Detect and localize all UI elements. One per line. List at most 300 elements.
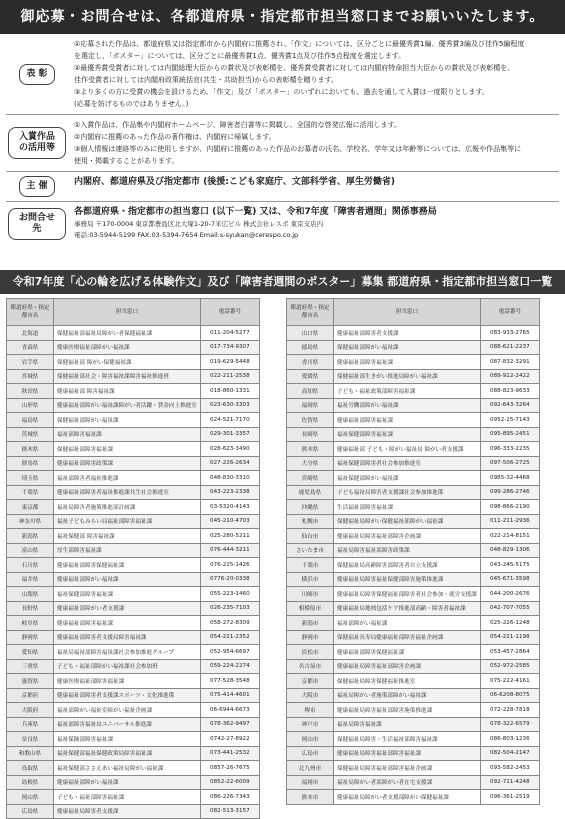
tel-cell: 078-322-6579	[480, 717, 539, 732]
contact-address: 事務局 〒170-0004 東京都豊島区北大塚1-20-7米広ビル 株式会社レスポ 東京支店内	[74, 220, 324, 228]
tel-cell: 03-5320-4143	[200, 500, 259, 515]
dept-cell: 保健福祉部障がい福祉課	[54, 413, 201, 428]
usage-line: 使用・掲載することがあります。	[74, 157, 179, 165]
dept-cell: 健康福祉局障がい者支援部障がい保健福祉課	[334, 790, 481, 805]
table-row	[7, 775, 260, 790]
dept-cell: 健康福祉部障害保健福祉課	[54, 558, 201, 573]
pref-cell: 静岡市	[287, 630, 334, 645]
tel-cell: 089-912-2422	[480, 369, 539, 384]
dept-cell: 子ども・福祉部障がい福祉課社会参加班	[54, 659, 201, 674]
col-tel-header: 電話番号	[200, 299, 259, 326]
award-label: 表 彰	[19, 64, 54, 85]
award-line: 佳作受賞者に対しては内閣府政策統括官(共生・共助担当)からの表彰楯を贈ります。	[74, 76, 338, 84]
pref-cell: 広島市	[287, 746, 334, 761]
table-row	[7, 732, 260, 747]
table-row	[287, 601, 540, 616]
pref-cell: 千葉市	[287, 558, 334, 573]
pref-cell: 岐阜県	[7, 616, 54, 631]
tel-cell: 058-272-8309	[200, 616, 259, 631]
pref-cell: 札幌市	[287, 514, 334, 529]
usage-line: ①入賞作品は、作品集や内閣府ホームページ、障害者白書等に掲載し、全国的な啓発広報に活用します。	[74, 121, 402, 129]
pref-cell: 兵庫県	[7, 717, 54, 732]
pref-cell: 福岡県	[287, 398, 334, 413]
pref-cell: 佐賀県	[287, 413, 334, 428]
pref-cell: 和歌山県	[7, 746, 54, 761]
table-row	[7, 500, 260, 515]
pref-cell: 三重県	[7, 659, 54, 674]
dept-cell: 福祉保健部ささえあい福祉局障がい福祉課	[54, 761, 201, 776]
tel-cell: 026-235-7103	[200, 601, 259, 616]
tel-cell: 098-866-2190	[480, 500, 539, 515]
table-row	[287, 645, 540, 660]
table-row	[7, 572, 260, 587]
dept-cell: 子ども・福祉部障害福祉課	[54, 790, 201, 805]
pref-cell: 熊本市	[287, 790, 334, 805]
table-row	[7, 630, 260, 645]
table-row	[287, 746, 540, 761]
dept-cell: 福祉労働部障がい福祉課	[334, 398, 481, 413]
tel-cell: 023-630-3303	[200, 398, 259, 413]
tel-cell: 052-972-2585	[480, 659, 539, 674]
dept-cell: 健康福祉局障害福祉部障害福祉課	[334, 746, 481, 761]
pref-cell: 愛知県	[7, 645, 54, 660]
tel-cell: 082-504-2147	[480, 746, 539, 761]
tel-cell: 0985-32-4468	[480, 471, 539, 486]
table-row	[7, 601, 260, 616]
pref-cell: 長野県	[7, 601, 54, 616]
dept-cell: 健康福祉局地域包括ケア推進部高齢・障害者福祉課	[334, 601, 481, 616]
pref-cell: 神奈川県	[7, 514, 54, 529]
tel-cell: 043-245-5175	[480, 558, 539, 573]
award-line: (応募を妨げるものではありません。)	[74, 100, 189, 108]
tel-cell: 054-221-2352	[200, 630, 259, 645]
dept-cell: 福祉部障がい福祉室障がい福祉企画課	[54, 703, 201, 718]
usage-label: 入賞作品の活用等	[8, 127, 66, 159]
dept-cell: 保健福祉部障がい福祉課	[334, 340, 481, 355]
tel-cell: 088-823-9633	[480, 384, 539, 399]
dept-cell: 健康福祉部障害者支援局障害福祉課	[54, 630, 201, 645]
dept-cell: 子ども・福祉政策部障害福祉課	[334, 384, 481, 399]
dept-cell: 健康福祉局障害保健福祉部障害者社会参加・就労支援課	[334, 587, 481, 602]
table-row	[287, 340, 540, 355]
table-row	[7, 717, 260, 732]
dept-cell: 福祉局障害者施策推進部計画課	[54, 500, 201, 515]
pref-cell: 長崎県	[287, 427, 334, 442]
dept-cell: 保健福祉局障害保健福祉推進室	[334, 674, 481, 689]
tel-cell: 096-333-2235	[480, 442, 539, 457]
pref-cell: 福島県	[7, 413, 54, 428]
pref-cell: 堺市	[287, 703, 334, 718]
award-row	[6, 34, 559, 115]
contact-table-left	[6, 298, 260, 819]
table-row	[287, 790, 540, 805]
dept-cell: 健康福祉局障害福祉部障害企画課	[334, 529, 481, 544]
table-row	[7, 485, 260, 500]
table-row	[7, 645, 260, 660]
tel-cell: 082-513-3157	[200, 804, 259, 819]
pref-cell: 奈良県	[7, 732, 54, 747]
tel-cell: 022-211-2538	[200, 369, 259, 384]
pref-cell: 京都市	[287, 674, 334, 689]
tel-cell: 096-361-2519	[480, 790, 539, 805]
pref-cell: 栃木県	[7, 442, 54, 457]
tel-cell: 078-362-9497	[200, 717, 259, 732]
tel-cell: 0857-26-7675	[200, 761, 259, 776]
tel-cell: 043-223-2338	[200, 485, 259, 500]
award-line: ②最優秀賞受賞者に対しては内閣総理大臣からの賞状及び表彰楯を、優秀賞受賞者に対しては内閣府特命担当大臣からの賞状及び表彰楯を、	[74, 64, 515, 72]
tel-cell: 093-582-2453	[480, 761, 539, 776]
dept-cell: 福祉保健部障害者社会参加推進室	[334, 456, 481, 471]
dept-cell: 健康福祉部障がい福祉課	[54, 572, 201, 587]
usage-line: ③個人情報は連絡等のみに使用しますが、内閣府に推薦のあった作品のお募者の氏名、学校名、学年又は年齢等については、広報や作品集等に	[74, 145, 522, 153]
tel-cell: 018-860-1331	[200, 384, 259, 399]
usage-row	[6, 115, 559, 172]
table-row	[287, 369, 540, 384]
tel-cell: 011-204-5277	[200, 326, 259, 341]
dept-cell: 健康福祉局障害者支援課	[54, 804, 201, 819]
tel-cell: 097-506-2725	[480, 456, 539, 471]
dept-cell: 厚生部障害福祉課	[54, 543, 201, 558]
tel-cell: 048-829-1306	[480, 543, 539, 558]
pref-cell: 仙台市	[287, 529, 334, 544]
tel-cell: 059-224-2274	[200, 659, 259, 674]
dept-cell: 健康医療福祉部障害福祉課	[54, 674, 201, 689]
pref-cell: 名古屋市	[287, 659, 334, 674]
dept-cell: 福祉部障がい福祉課	[334, 616, 481, 631]
tel-cell: 075-222-4161	[480, 674, 539, 689]
dept-cell: 福祉局障害福祉部障害政策課	[334, 543, 481, 558]
pref-cell: 香川県	[287, 355, 334, 370]
pref-cell: 愛媛県	[287, 369, 334, 384]
col-pref-header: 都道府県・指定都市名	[287, 299, 334, 326]
table-title: 令和7年度「心の輪を広げる体験作文」及び「障害者週間のポスター」募集 都道府県・指定都市担当窓口一覧	[0, 270, 565, 294]
table-row	[7, 746, 260, 761]
pref-cell: 茨城県	[7, 427, 54, 442]
dept-cell: 保健福祉局障がい保健福祉部障がい福祉課	[334, 514, 481, 529]
dept-cell: 子ども福祉局障害者支援課社会参加推進係	[334, 485, 481, 500]
table-row	[287, 775, 540, 790]
table-row	[7, 529, 260, 544]
pref-cell: 新潟市	[287, 616, 334, 631]
table-row	[287, 616, 540, 631]
left-table-wrap	[6, 298, 260, 819]
tel-cell: 055-223-1460	[200, 587, 259, 602]
tel-cell: 017-734-9307	[200, 340, 259, 355]
pref-cell: 鳥取県	[7, 761, 54, 776]
dept-cell: 健康福祉局障害福祉部障害施策推進課	[334, 703, 481, 718]
dept-cell: 健康福祉局障害福祉保健部障害施策推進課	[334, 572, 481, 587]
pref-cell: 相模原市	[287, 601, 334, 616]
pref-cell: 浜松市	[287, 645, 334, 660]
pref-cell: 京都府	[7, 688, 54, 703]
table-row	[287, 500, 540, 515]
page-header: 御応募・お問合せは、各都道府県・指定都市担当窓口までお願いいたします。	[0, 0, 565, 34]
tel-cell: 019-629-5448	[200, 355, 259, 370]
tel-cell: 087-832-3291	[480, 355, 539, 370]
pref-cell: 東京都	[7, 500, 54, 515]
table-row	[7, 616, 260, 631]
table-row	[287, 630, 540, 645]
pref-cell: 大分県	[287, 456, 334, 471]
award-line: を選定し、「ポスター」については、区分ごとに最優秀賞1点、優秀賞1点及び佳作5点程度を選定します。	[74, 52, 406, 60]
dept-cell: 健康福祉部 子ども・障がい福祉局 障がい者支援課	[334, 442, 481, 457]
tel-cell: 095-895-2451	[480, 427, 539, 442]
table-row	[287, 326, 540, 341]
pref-cell: 鹿児島県	[287, 485, 334, 500]
dept-cell: 健康福祉部障害福祉課	[334, 413, 481, 428]
pref-cell: 群馬県	[7, 456, 54, 471]
dept-cell: 保健福祉局障害・生活福祉部障害福祉課	[334, 732, 481, 747]
pref-cell: 秋田県	[7, 384, 54, 399]
dept-cell: 保健福祉局高齢障害部障害者自立支援課	[334, 558, 481, 573]
pref-cell: 新潟県	[7, 529, 54, 544]
table-row	[287, 413, 540, 428]
table-row	[287, 674, 540, 689]
pref-cell: 岡山県	[7, 790, 54, 805]
table-row	[7, 790, 260, 805]
table-row	[287, 427, 540, 442]
tel-cell: 024-521-7170	[200, 413, 259, 428]
contact-phone-email: 電話:03-5944-5199 FAX:03-5394-7654 Email:s-syukan@cerespo.co.jp	[74, 231, 299, 239]
tel-cell: 076-444-3211	[200, 543, 259, 558]
info-section	[6, 34, 559, 245]
tel-cell: 076-225-1426	[200, 558, 259, 573]
table-row	[287, 456, 540, 471]
tel-cell: 0776-20-0338	[200, 572, 259, 587]
col-tel-header: 電話番号	[480, 299, 539, 326]
tel-cell: 06-6208-8075	[480, 688, 539, 703]
pref-cell: 岡山市	[287, 732, 334, 747]
table-row	[7, 326, 260, 341]
table-row	[7, 427, 260, 442]
tel-cell: 027-226-2634	[200, 456, 259, 471]
dept-cell: 保健福祉部福祉局障がい者保健福祉課	[54, 326, 201, 341]
dept-cell: 福祉保健部福祉保健政策局障害福祉課	[54, 746, 201, 761]
tel-cell: 028-623-3490	[200, 442, 259, 457]
dept-cell: 福祉保険部障害福祉課	[54, 732, 201, 747]
dept-cell: 保健福祉部生きがい推進局障がい福祉課	[334, 369, 481, 384]
tel-cell: 0742-27-8922	[200, 732, 259, 747]
pref-cell: 福岡市	[287, 775, 334, 790]
table-row	[7, 456, 260, 471]
pref-cell: 福井県	[7, 572, 54, 587]
tel-cell: 088-621-2237	[480, 340, 539, 355]
table-row	[287, 572, 540, 587]
table-row	[287, 717, 540, 732]
table-row	[7, 558, 260, 573]
table-row	[7, 688, 260, 703]
table-row	[287, 688, 540, 703]
tel-cell: 045-671-3598	[480, 572, 539, 587]
pref-cell: 青森県	[7, 340, 54, 355]
col-dept-header: 担当窓口	[54, 299, 201, 326]
dept-cell: 健康福祉部障害者支援課スポーツ・文化推進係	[54, 688, 201, 703]
table-row	[287, 529, 540, 544]
dept-cell: 福祉部障害者福祉推進課	[54, 471, 201, 486]
dept-cell: 保健福祉部社会・障害福祉課障害福祉推進班	[54, 369, 201, 384]
sponsor-text: 内閣府、都道府県及び指定都市 (後援:こども家庭庁、文部科学省、厚生労働省)	[74, 177, 395, 187]
table-row	[7, 384, 260, 399]
table-row	[7, 703, 260, 718]
pref-cell: 神戸市	[287, 717, 334, 732]
pref-cell: 宮城県	[7, 369, 54, 384]
dept-cell: 健康福祉部障がい者支援課	[54, 601, 201, 616]
dept-cell: 福祉局障がい者施策部障がい福祉課	[334, 688, 481, 703]
table-row	[7, 514, 260, 529]
pref-cell: 沖縄県	[287, 500, 334, 515]
contact-row	[6, 202, 559, 245]
dept-cell: 福祉部障害福祉局ユニバーサル推進課	[54, 717, 201, 732]
table-row	[287, 732, 540, 747]
pref-cell: 熊本県	[287, 442, 334, 457]
pref-cell: 山形県	[7, 398, 54, 413]
dept-cell: 保健福祉部 障がい保健福祉課	[54, 355, 201, 370]
tel-cell: 086-803-1236	[480, 732, 539, 747]
tel-cell: 053-457-2864	[480, 645, 539, 660]
tel-cell: 029-301-3357	[200, 427, 259, 442]
table-row	[7, 659, 260, 674]
tel-cell: 092-711-4248	[480, 775, 539, 790]
table-row	[7, 804, 260, 819]
table-row	[7, 674, 260, 689]
sponsor-row	[6, 172, 559, 202]
dept-cell: 保健福祉部障害福祉課	[54, 442, 201, 457]
dept-cell: 生活福祉部障害福祉課	[334, 500, 481, 515]
dept-cell: 健康福祉部障害者支援課	[334, 326, 481, 341]
pref-cell: さいたま市	[287, 543, 334, 558]
tel-cell: 044-200-2676	[480, 587, 539, 602]
pref-cell: 横浜市	[287, 572, 334, 587]
table-row	[287, 485, 540, 500]
dept-cell: 保健福祉局障害福祉部障害福祉企画課	[334, 761, 481, 776]
pref-cell: 富山県	[7, 543, 54, 558]
dept-cell: 福祉保健部 障害福祉課	[54, 529, 201, 544]
pref-cell: 大阪市	[287, 688, 334, 703]
dept-cell: 健康福祉部障害者福祉推進課共生社会推進室	[54, 485, 201, 500]
table-row	[7, 340, 260, 355]
usage-line: ②内閣府に推薦のあった作品の著作権は、内閣府に帰属します。	[74, 133, 276, 141]
pref-cell: 北九州市	[287, 761, 334, 776]
dept-cell: 健康福祉部障害政策課	[54, 456, 201, 471]
col-pref-header: 都道府県・指定都市名	[7, 299, 54, 326]
table-row	[287, 543, 540, 558]
pref-cell: 山口県	[287, 326, 334, 341]
table-row	[7, 442, 260, 457]
dept-cell: 健康福祉部障害保健福祉課	[334, 645, 481, 660]
dept-cell: 健康医療福祉部障がい福祉課	[54, 340, 201, 355]
table-row	[287, 659, 540, 674]
table-row	[287, 587, 540, 602]
contact-label: お問合せ先	[8, 208, 66, 240]
tel-cell: 099-286-2746	[480, 485, 539, 500]
pref-cell: 埼玉県	[7, 471, 54, 486]
pref-cell: 岩手県	[7, 355, 54, 370]
table-row	[287, 398, 540, 413]
contact-main: 各都道府県・指定都市の担当窓口 (以下一覧) 又は、令和7年度「障害者週間」関係事務局	[74, 207, 437, 217]
dept-cell: 福祉局障がい者部障がい者在宅支援課	[334, 775, 481, 790]
pref-cell: 大阪府	[7, 703, 54, 718]
pref-cell: 北海道	[7, 326, 54, 341]
table-row	[287, 514, 540, 529]
dept-cell: 福祉保健部障害福祉課	[54, 587, 201, 602]
pref-cell: 宮崎県	[287, 471, 334, 486]
table-row	[7, 398, 260, 413]
award-line: ①応募された作品は、都道府県又は指定都市から内閣府に推薦され、「作文」については、区分ごとに最優秀賞1編、優秀賞3編及び佳作5編程度	[74, 40, 525, 48]
dept-cell: 福祉子どもみらい局福祉部障害福祉課	[54, 514, 201, 529]
contact-table-right	[286, 298, 540, 805]
table-row	[7, 587, 260, 602]
tel-cell: 025-280-5211	[200, 529, 259, 544]
pref-cell: 滋賀県	[7, 674, 54, 689]
pref-cell: 広島県	[7, 804, 54, 819]
table-row	[7, 761, 260, 776]
tel-cell: 0852-22-6009	[200, 775, 259, 790]
table-row	[7, 369, 260, 384]
tel-cell: 092-643-3264	[480, 398, 539, 413]
table-row	[7, 355, 260, 370]
tel-cell: 0952-25-7143	[480, 413, 539, 428]
pref-cell: 島根県	[7, 775, 54, 790]
table-row	[7, 413, 260, 428]
tel-cell: 042-707-7055	[480, 601, 539, 616]
tel-cell: 011-211-2936	[480, 514, 539, 529]
pref-cell: 石川県	[7, 558, 54, 573]
dept-cell: 健康福祉部障がい福祉課障がい者活躍・賃金向上推進室	[54, 398, 201, 413]
tel-cell: 06-6944-6673	[200, 703, 259, 718]
table-row	[287, 384, 540, 399]
pref-cell: 静岡県	[7, 630, 54, 645]
tel-cell: 077-528-3548	[200, 674, 259, 689]
dept-cell: 福祉保健部障がい福祉課	[334, 471, 481, 486]
tel-cell: 022-214-8151	[480, 529, 539, 544]
dept-cell: 健康福祉部障害福祉課	[334, 355, 481, 370]
table-row	[7, 543, 260, 558]
dept-cell: 福祉保健部障害福祉課	[334, 427, 481, 442]
tel-cell: 025-226-1248	[480, 616, 539, 631]
dept-cell: 健康福祉部障がい福祉課	[54, 775, 201, 790]
award-line: ③より多くの方に受賞の機会を設けるため、「作文」及び「ポスター」のいずれにおいても、過去を通して入賞は一度限りとします。	[74, 88, 489, 96]
tel-cell: 045-210-4703	[200, 514, 259, 529]
table-row	[287, 703, 540, 718]
table-row	[287, 558, 540, 573]
right-table-wrap	[286, 298, 540, 805]
dept-cell: 健康福祉部障害福祉課	[54, 616, 201, 631]
table-row	[287, 442, 540, 457]
tel-cell: 052-954-6697	[200, 645, 259, 660]
tel-cell: 054-221-1198	[480, 630, 539, 645]
tel-cell: 072-228-7818	[480, 703, 539, 718]
pref-cell: 徳島県	[287, 340, 334, 355]
pref-cell: 川崎市	[287, 587, 334, 602]
dept-cell: 健康福祉部 障害福祉課	[54, 384, 201, 399]
dept-cell: 福祉部障害福祉課	[54, 427, 201, 442]
pref-cell: 千葉県	[7, 485, 54, 500]
pref-cell: 山梨県	[7, 587, 54, 602]
pref-cell: 高知県	[287, 384, 334, 399]
tel-cell: 048-830-3310	[200, 471, 259, 486]
dept-cell: 福祉局障害福祉課	[334, 717, 481, 732]
dept-cell: 保健福祉長寿局健康福祉部障害福祉企画課	[334, 630, 481, 645]
tel-cell: 086-226-7343	[200, 790, 259, 805]
col-dept-header: 担当窓口	[334, 299, 481, 326]
dept-cell: 福祉局福祉部障害福祉課社会参加推進グループ	[54, 645, 201, 660]
dept-cell: 健康福祉局障害福祉部障害企画課	[334, 659, 481, 674]
sponsor-label: 主 催	[19, 176, 54, 197]
table-row	[287, 355, 540, 370]
tel-cell: 075-414-4601	[200, 688, 259, 703]
table-row	[287, 761, 540, 776]
table-row	[287, 471, 540, 486]
